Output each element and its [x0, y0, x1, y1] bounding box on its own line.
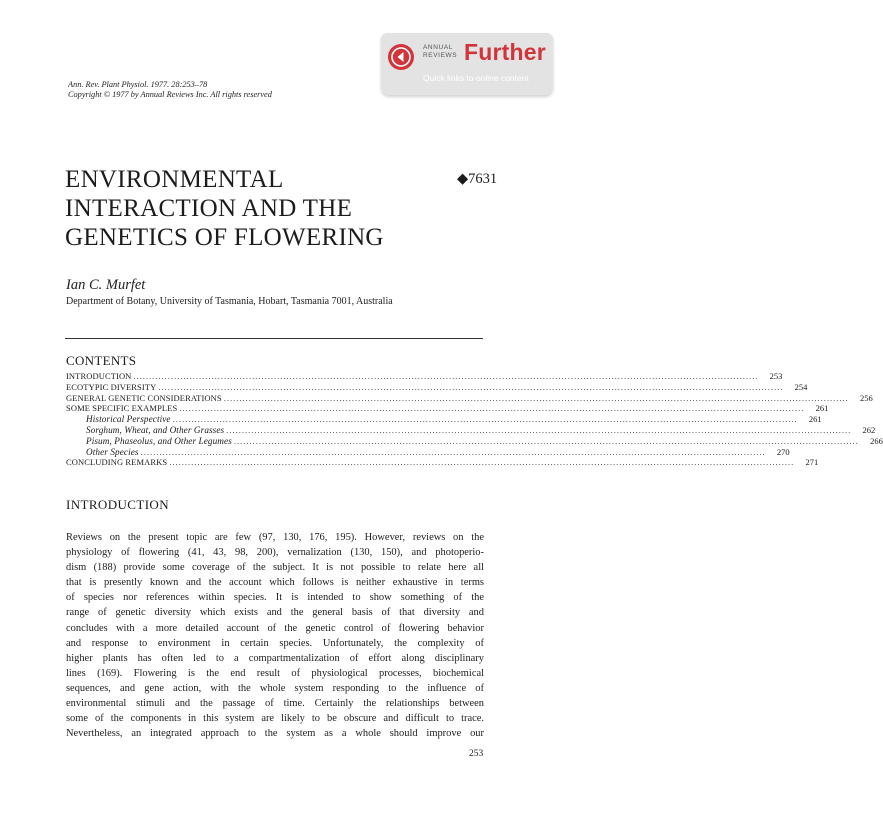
banner-wordmark [423, 44, 463, 59]
banner-annual-text: ANNUAL [423, 44, 453, 51]
table-of-contents [66, 371, 883, 468]
title-line: GENETICS OF FLOWERING [65, 224, 384, 251]
toc-item-label: Pisum, Phaseolus, and Other Legumes [86, 435, 232, 446]
toc-item[interactable] [66, 371, 783, 382]
banner-further-text: Further [464, 39, 546, 65]
toc-leader-dots: ........................................................................................................................................................................................................ [179, 403, 805, 414]
toc-item-label: SOME SPECIFIC EXAMPLES [66, 403, 178, 414]
toc-item-page: 266 [870, 435, 883, 446]
toc-item[interactable] [66, 457, 819, 468]
toc-leader-dots: ........................................................................................................................................................................................................ [226, 424, 852, 435]
toc-item-page: 253 [769, 371, 783, 381]
body-paragraph [66, 530, 484, 741]
toc-item[interactable] [66, 392, 873, 404]
section-divider [65, 338, 483, 339]
annual-reviews-logo-icon [388, 44, 414, 70]
toc-item-page: 261 [815, 403, 829, 414]
toc-item-page: 270 [776, 446, 790, 457]
author-name: Ian C. Murfet [66, 277, 146, 293]
toc-item-label: Historical Perspective [86, 414, 171, 425]
citation-line-2: Copyright © 1977 by Annual Reviews Inc. All rights reserved [68, 90, 272, 99]
article-id: ◆7631 [457, 171, 498, 187]
toc-leader-dots: ........................................................................................................................................................................................................ [172, 414, 798, 425]
body-text-line: dism (188) provide some coverage of the subject. It is not possible to relate here all [66, 562, 484, 574]
body-text-line: range of genetic diversity which exists and the general basis of that diversity and [66, 607, 484, 619]
section-heading: INTRODUCTION [66, 497, 170, 512]
toc-leader-dots: ........................................................................................................................................................................................................ [140, 446, 766, 457]
toc-item-page: 256 [859, 392, 873, 403]
banner-quick-links-text: Quick links to online content [423, 73, 529, 83]
page-number: 253 [469, 749, 484, 759]
body-text-line: sequences, and gene action, with the whole system responding to the influence of [66, 682, 484, 694]
toc-item[interactable] [66, 424, 876, 436]
toc-item-label: Sorghum, Wheat, and Other Grasses [86, 424, 225, 435]
toc-item[interactable] [66, 446, 790, 458]
body-text-line: Nevertheless, an integrated approach to the system as a whole should improve our [66, 728, 484, 740]
citation-line-1: Ann. Rev. Plant Physiol. 1977. 28:253–78 [68, 80, 208, 89]
article-title [65, 165, 384, 252]
toc-item-label: GENERAL GENETIC CONSIDERATIONS [66, 392, 222, 403]
body-text-line: of species nor references within species. It is intended to show something of the [66, 592, 484, 604]
body-text-line: environmental stimuli and the passage of time. Certainly the relationships between [66, 698, 484, 710]
body-text-line: concludes with a more detailed account of the genetic control of flowering behavior [66, 622, 484, 634]
toc-item-page: 271 [805, 457, 819, 468]
title-line: ENVIRONMENTAL [65, 166, 284, 193]
toc-leader-dots: ........................................................................................................................................................................................................ [233, 435, 859, 446]
body-text-line: higher plants has often led to a compartmentalization of effort along disciplinary [66, 652, 484, 664]
banner-reviews-text: REVIEWS [423, 51, 458, 59]
body-text-line: lines (169). Flowering is the end result of physiological processes, biochemical [66, 667, 484, 679]
toc-item[interactable] [66, 381, 808, 393]
toc-item-page: 254 [794, 381, 808, 392]
toc-item-label: CONCLUDING REMARKS [66, 457, 168, 468]
annual-reviews-further-banner[interactable] [381, 33, 553, 95]
toc-leader-dots: ........................................................................................................................................................................................................ [169, 457, 795, 468]
body-text-line: physiology of flowering (41, 43, 98, 200), vernalization (130, 150), and photoperio- [66, 547, 484, 559]
body-text-line: Reviews on the present topic are few (97, 130, 176, 195). However, reviews on the [66, 532, 484, 543]
title-line: INTERACTION AND THE [65, 195, 353, 222]
toc-leader-dots: ........................................................................................................................................................................................................ [158, 381, 784, 392]
toc-leader-dots: ........................................................................................................................................................................................................ [133, 371, 759, 381]
toc-leader-dots: ........................................................................................................................................................................................................ [223, 392, 849, 403]
body-text-line: that is presently known and the account which follows is neither exhaustive in terms [66, 577, 484, 589]
toc-item-label: INTRODUCTION [66, 371, 132, 381]
toc-item-label: ECOTYPIC DIVERSITY [66, 381, 157, 392]
body-text-line: some of the components in this system are likely to be obscure and difficult to trace. [66, 713, 484, 725]
toc-item[interactable] [66, 403, 829, 414]
toc-item-page: 262 [862, 424, 876, 435]
contents-heading: CONTENTS [66, 353, 137, 368]
toc-item[interactable] [66, 435, 883, 447]
toc-item[interactable] [66, 414, 822, 425]
journal-citation [68, 80, 272, 100]
author-affiliation: Department of Botany, University of Tasmania, Hobart, Tasmania 7001, Australia [66, 296, 393, 307]
toc-item-label: Other Species [86, 446, 139, 457]
toc-item-page: 261 [808, 414, 822, 425]
body-text-line: and response to environment in certain species. Unfortunately, the complexity of [66, 637, 484, 649]
